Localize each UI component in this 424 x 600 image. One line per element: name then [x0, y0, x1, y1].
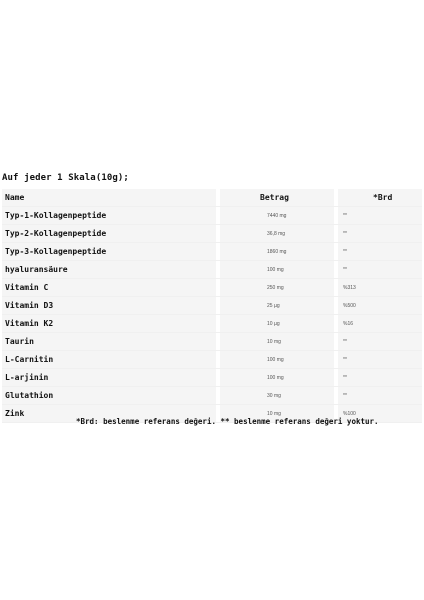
nutrient-amount: 10 mg	[220, 405, 334, 422]
nutrient-name: Taurin	[2, 333, 216, 350]
nutrient-name: Glutathion	[2, 387, 216, 404]
table-body	[2, 207, 422, 423]
table-row	[2, 279, 422, 297]
nutrient-nrv: **	[338, 351, 422, 368]
table-row	[2, 351, 422, 369]
nutrient-name: L-Carnitin	[2, 351, 216, 368]
nutrient-nrv: **	[338, 243, 422, 260]
table-row	[2, 207, 422, 225]
nutrient-nrv: %100	[338, 405, 422, 422]
table-row	[2, 315, 422, 333]
nutrient-amount: 10 µg	[220, 315, 334, 332]
nutrient-nrv: %313	[338, 279, 422, 296]
header-amount: Betrag	[220, 189, 334, 206]
nutrient-amount: 25 µg	[220, 297, 334, 314]
nutrient-amount: 250 mg	[220, 279, 334, 296]
nutrient-name: L-arjinin	[2, 369, 216, 386]
nutrient-amount: 100 mg	[220, 261, 334, 278]
nutrient-nrv: **	[338, 387, 422, 404]
table-row	[2, 297, 422, 315]
table-row	[2, 387, 422, 405]
nutrient-amount: 36,8 mg	[220, 225, 334, 242]
table-row	[2, 261, 422, 279]
nutrient-amount: 100 mg	[220, 369, 334, 386]
nutrient-amount: 7440 mg	[220, 207, 334, 224]
nutrient-nrv: **	[338, 207, 422, 224]
nutrient-amount: 30 mg	[220, 387, 334, 404]
table-row	[2, 333, 422, 351]
table-header-row	[2, 189, 422, 207]
nutrient-nrv: %500	[338, 297, 422, 314]
nutrient-amount: 1860 mg	[220, 243, 334, 260]
nutrient-name: Vitamin D3	[2, 297, 216, 314]
nutrient-nrv: %16	[338, 315, 422, 332]
table-row	[2, 369, 422, 387]
nutrient-nrv: **	[338, 333, 422, 350]
nutrient-name: Typ-3-Kollagenpeptide	[2, 243, 216, 260]
nutrition-table	[2, 189, 422, 423]
nutrient-name: Vitamin K2	[2, 315, 216, 332]
nutrient-amount: 100 mg	[220, 351, 334, 368]
nutrient-name: Zink	[2, 405, 216, 422]
nutrient-name: hyaluransäure	[2, 261, 216, 278]
nutrient-name: Typ-2-Kollagenpeptide	[2, 225, 216, 242]
nutrient-nrv: **	[338, 261, 422, 278]
nutrient-nrv: **	[338, 369, 422, 386]
nutrient-name: Typ-1-Kollagenpeptide	[2, 207, 216, 224]
header-name: Name	[2, 189, 216, 206]
serving-size-heading: Auf jeder 1 Skala(10g);	[2, 173, 129, 183]
nutrient-nrv: **	[338, 225, 422, 242]
nutrient-name: Vitamin C	[2, 279, 216, 296]
header-nrv: *Brd	[338, 189, 422, 206]
table-row	[2, 243, 422, 261]
footnote: *Brd: beslenme referans değeri. ** beslenme referans değeri yoktur.	[76, 417, 379, 426]
nutrient-amount: 10 mg	[220, 333, 334, 350]
table-row	[2, 225, 422, 243]
